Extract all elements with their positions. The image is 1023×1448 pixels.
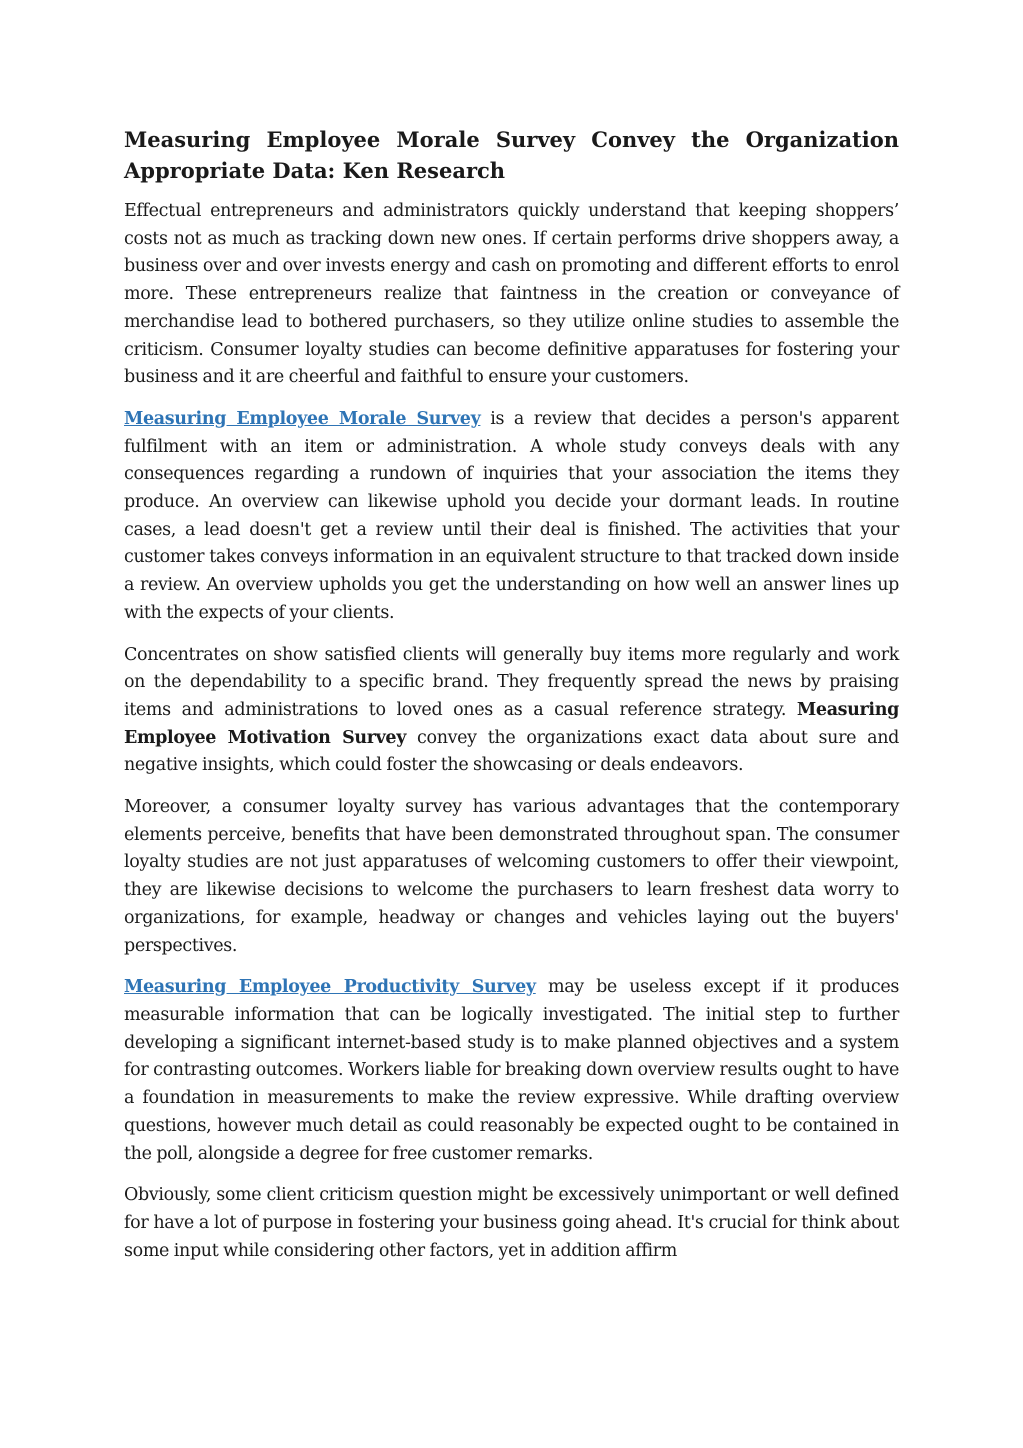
paragraph-4: Moreover, a consumer loyalty survey has various advantages that the contemporary elements perceive, benefits that have been demonstrated throughout span. The consumer loyalty studies are not just apparatuses of welcoming customers to offer their viewpoint, they are likewise decisions to welcome the purchasers to learn freshest data worry to organizations, for example, headway or changes and vehicles laying out the buyers' perspectives.	[124, 797, 899, 956]
paragraph-3-text-b: convey the organizations exact data about sure and negative insights, which could foster the showcasing or deals endeavors.	[124, 727, 899, 776]
document-page	[124, 124, 899, 1279]
productivity-survey-link[interactable]: Measuring Employee Productivity Survey	[124, 977, 536, 998]
paragraph-5	[124, 974, 899, 1168]
paragraph-2	[124, 406, 899, 628]
paragraph-2-text: is a review that decides a person's apparent fulfilment with an item or administration. A whole study conveys deals with any consequences regarding a rundown of inquiries that your association the items they produce. An overview can likewise uphold you decide your dormant leads. In routine cases, a lead doesn't get a review until their deal is finished. The activities that your customer takes conveys information in an equivalent structure to that tracked down inside a review. An overview upholds you get the understanding on how well an answer lines up with the expects of your clients.	[124, 408, 899, 623]
paragraph-3-text-a: Concentrates on show satisfied clients will generally buy items more regularly and work on the dependability to a specific brand. They frequently spread the news by praising items and administrations to loved ones as a casual reference strategy.	[124, 644, 899, 720]
morale-survey-link[interactable]: Measuring Employee Morale Survey	[124, 408, 481, 429]
title-line-2: Appropriate Data: Ken Research	[124, 158, 506, 183]
paragraph-3	[124, 642, 899, 781]
paragraph-5-text: may be useless except if it produces measurable information that can be logically investigated. The initial step to further developing a significant internet-based study is to make planned objectives and a system for contrasting outcomes. Workers liable for breaking down overview results ought to have a foundation in measurements to make the review expressive. While drafting overview questions, however much detail as could reasonably be expected ought to be contained in the poll, alongside a degree for free customer remarks.	[124, 977, 900, 1164]
motivation-survey-bold: Measuring Employee Motivation Survey	[124, 699, 899, 748]
paragraph-6: Obviously, some client criticism question might be excessively unimportant or well defined for have a lot of purpose in fostering your business going ahead. It's crucial for think about some input while considering other factors, yet in addition affirm	[124, 1185, 899, 1261]
title-line-1: Measuring Employee Morale Survey Convey the Organization	[124, 127, 899, 152]
paragraph-1: Effectual entrepreneurs and administrators quickly understand that keeping shoppers’ costs not as much as tracking down new ones. If certain performs drive shoppers away, a business over and over invests energy and cash on promoting and different efforts to enrol more. These entrepreneurs realize that faintness in the creation or conveyance of merchandise lead to bothered purchasers, so they utilize online studies to assemble the criticism. Consumer loyalty studies can become definitive apparatuses for fostering your business and it are cheerful and faithful to ensure your customers.	[124, 201, 899, 388]
document-title	[124, 124, 899, 186]
